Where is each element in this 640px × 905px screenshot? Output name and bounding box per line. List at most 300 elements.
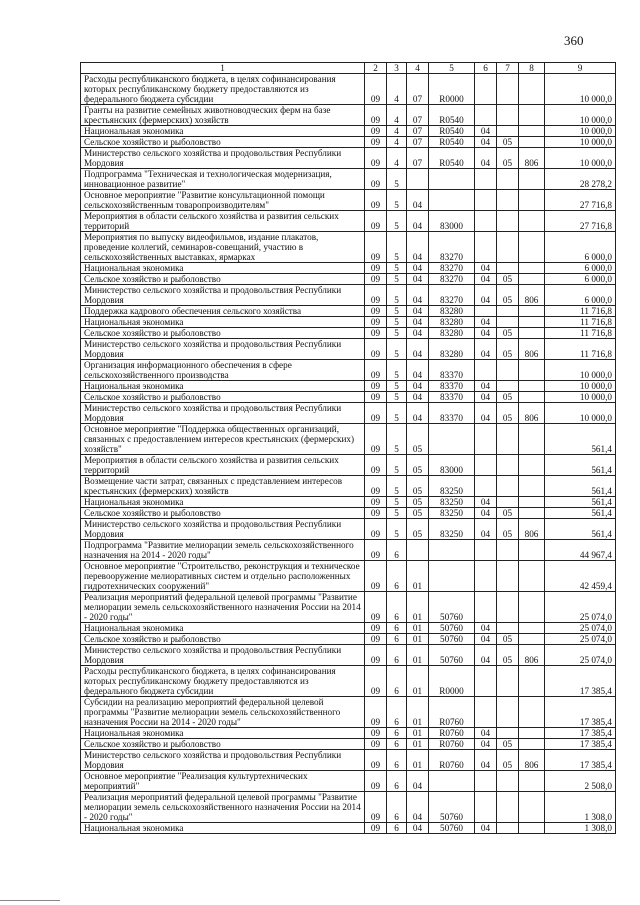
row-code-cell-c5: 83370 <box>429 392 475 403</box>
row-code-cell-c3: 5 <box>387 169 407 190</box>
row-code-cell-c5: 83270 <box>429 274 475 285</box>
row-code-cell-c4: 01 <box>407 634 429 645</box>
row-code-cell-c3: 5 <box>387 339 407 360</box>
row-code-cell-c2: 09 <box>365 424 387 455</box>
row-amount-cell: 561,4 <box>545 424 616 455</box>
row-code-cell-c6: 04 <box>475 285 497 306</box>
table-row <box>81 697 616 728</box>
row-code-cell-c8 <box>519 137 545 148</box>
row-name-cell: Мероприятия в области сельского хозяйства и развития сельских территорий <box>81 455 365 476</box>
row-code-cell-c2: 09 <box>365 285 387 306</box>
row-code-cell-c2: 09 <box>365 455 387 476</box>
row-code-cell-c6 <box>475 74 497 105</box>
row-code-cell-c5: 83370 <box>429 403 475 424</box>
row-code-cell-c4: 01 <box>407 697 429 728</box>
row-code-cell-c7 <box>497 360 519 381</box>
row-code-cell-c7 <box>497 728 519 739</box>
row-amount-cell: 6 000,0 <box>545 274 616 285</box>
row-amount-cell: 561,4 <box>545 508 616 519</box>
row-amount-cell: 17 385,4 <box>545 739 616 750</box>
table-row <box>81 317 616 328</box>
row-code-cell-c8: 806 <box>519 339 545 360</box>
row-name-cell: Сельское хозяйство и рыболовство <box>81 739 365 750</box>
row-code-cell-c7: 05 <box>497 634 519 645</box>
row-code-cell-c4: 01 <box>407 739 429 750</box>
row-code-cell-c7 <box>497 455 519 476</box>
row-name-cell: Сельское хозяйство и рыболовство <box>81 392 365 403</box>
row-code-cell-c4: 04 <box>407 792 429 823</box>
row-name-cell: Подпрограмма "Техническая и технологическая модернизация, инновационное развитие" <box>81 169 365 190</box>
row-code-cell-c4: 05 <box>407 455 429 476</box>
row-name-cell: Сельское хозяйство и рыболовство <box>81 634 365 645</box>
table-row <box>81 285 616 306</box>
row-code-cell-c2: 09 <box>365 666 387 697</box>
row-code-cell-c7 <box>497 666 519 697</box>
table-row <box>81 339 616 360</box>
row-code-cell-c2: 09 <box>365 381 387 392</box>
row-code-cell-c4: 04 <box>407 771 429 792</box>
row-code-cell-c2: 09 <box>365 592 387 623</box>
row-code-cell-c8 <box>519 263 545 274</box>
row-code-cell-c6 <box>475 424 497 455</box>
row-code-cell-c2: 09 <box>365 317 387 328</box>
row-amount-cell: 11 716,8 <box>545 339 616 360</box>
row-code-cell-c5: 83250 <box>429 497 475 508</box>
row-code-cell-c4: 07 <box>407 126 429 137</box>
row-code-cell-c4: 05 <box>407 508 429 519</box>
row-code-cell-c5: 83280 <box>429 328 475 339</box>
row-code-cell-c8 <box>519 792 545 823</box>
row-code-cell-c5: R0540 <box>429 137 475 148</box>
row-code-cell-c5: R0540 <box>429 126 475 137</box>
row-code-cell-c5: 83000 <box>429 211 475 232</box>
row-code-cell-c8 <box>519 497 545 508</box>
row-code-cell-c2: 09 <box>365 232 387 263</box>
row-code-cell-c6: 04 <box>475 750 497 771</box>
row-code-cell-c2: 09 <box>365 823 387 834</box>
row-code-cell-c2: 09 <box>365 519 387 540</box>
row-code-cell-c4: 04 <box>407 211 429 232</box>
row-code-cell-c7 <box>497 105 519 126</box>
row-code-cell-c5 <box>429 424 475 455</box>
row-name-cell: Субсидии на реализацию мероприятий федеральной целевой программы "Развитие мелиорации земель сельскохозяйственного назначения России на 2014 - 2020 годы" <box>81 697 365 728</box>
row-amount-cell: 25 074,0 <box>545 592 616 623</box>
row-code-cell-c6 <box>475 592 497 623</box>
row-code-cell-c8 <box>519 126 545 137</box>
row-amount-cell: 44 967,4 <box>545 540 616 561</box>
header-col-8: 8 <box>519 63 545 74</box>
row-code-cell-c5: 83280 <box>429 306 475 317</box>
row-amount-cell: 11 716,8 <box>545 317 616 328</box>
row-code-cell-c3: 5 <box>387 519 407 540</box>
row-code-cell-c3: 5 <box>387 403 407 424</box>
row-code-cell-c6: 04 <box>475 148 497 169</box>
table-row <box>81 232 616 263</box>
row-code-cell-c2: 09 <box>365 74 387 105</box>
row-amount-cell: 17 385,4 <box>545 666 616 697</box>
row-code-cell-c8: 806 <box>519 403 545 424</box>
row-amount-cell: 10 000,0 <box>545 403 616 424</box>
row-code-cell-c7: 05 <box>497 339 519 360</box>
row-code-cell-c8: 806 <box>519 148 545 169</box>
table-row <box>81 424 616 455</box>
table-row <box>81 455 616 476</box>
table-row <box>81 263 616 274</box>
row-code-cell-c5: R0000 <box>429 74 475 105</box>
row-code-cell-c8 <box>519 561 545 592</box>
row-code-cell-c8 <box>519 232 545 263</box>
row-name-cell: Расходы республиканского бюджета, в целях софинансирования которых республиканскому бюджету предоставляются из федерального бюджета субсидии <box>81 74 365 105</box>
row-code-cell-c7 <box>497 561 519 592</box>
row-code-cell-c8: 806 <box>519 750 545 771</box>
row-code-cell-c5 <box>429 771 475 792</box>
row-code-cell-c5 <box>429 169 475 190</box>
row-code-cell-c8 <box>519 771 545 792</box>
row-code-cell-c2: 09 <box>365 476 387 497</box>
row-code-cell-c3: 5 <box>387 232 407 263</box>
row-code-cell-c6: 04 <box>475 508 497 519</box>
row-amount-cell: 561,4 <box>545 455 616 476</box>
row-code-cell-c6 <box>475 771 497 792</box>
row-code-cell-c5: R0000 <box>429 666 475 697</box>
row-code-cell-c3: 5 <box>387 497 407 508</box>
row-code-cell-c8 <box>519 424 545 455</box>
row-code-cell-c8 <box>519 317 545 328</box>
row-name-cell: Национальная экономика <box>81 497 365 508</box>
row-code-cell-c2: 09 <box>365 739 387 750</box>
row-code-cell-c8 <box>519 211 545 232</box>
row-code-cell-c6: 04 <box>475 126 497 137</box>
row-code-cell-c4: 05 <box>407 519 429 540</box>
header-col-4: 4 <box>407 63 429 74</box>
table-row <box>81 645 616 666</box>
row-name-cell: Подпрограмма "Развитие мелиорации земель сельскохозяйственного назначения на 2014 - 2020 годы" <box>81 540 365 561</box>
row-code-cell-c8 <box>519 739 545 750</box>
row-code-cell-c6: 04 <box>475 381 497 392</box>
row-name-cell: Гранты на развитие семейных животноводческих ферм на базе крестьянских (фермерских) хозяйств <box>81 105 365 126</box>
row-code-cell-c8 <box>519 634 545 645</box>
row-code-cell-c5: R0540 <box>429 105 475 126</box>
row-code-cell-c6: 04 <box>475 392 497 403</box>
row-amount-cell: 10 000,0 <box>545 74 616 105</box>
row-code-cell-c5: R0760 <box>429 728 475 739</box>
row-code-cell-c2: 09 <box>365 561 387 592</box>
row-code-cell-c3: 5 <box>387 381 407 392</box>
row-code-cell-c4: 04 <box>407 360 429 381</box>
row-code-cell-c4: 04 <box>407 823 429 834</box>
table-row <box>81 74 616 105</box>
table-row <box>81 540 616 561</box>
row-code-cell-c7 <box>497 190 519 211</box>
row-code-cell-c6 <box>475 105 497 126</box>
table-body <box>81 74 616 834</box>
row-name-cell: Мероприятия в области сельского хозяйства и развития сельских территорий <box>81 211 365 232</box>
row-code-cell-c6: 04 <box>475 274 497 285</box>
row-name-cell: Национальная экономика <box>81 623 365 634</box>
row-code-cell-c6: 04 <box>475 645 497 666</box>
row-amount-cell: 10 000,0 <box>545 360 616 381</box>
row-code-cell-c6: 04 <box>475 263 497 274</box>
row-code-cell-c4: 07 <box>407 137 429 148</box>
row-code-cell-c4 <box>407 169 429 190</box>
row-code-cell-c4: 04 <box>407 263 429 274</box>
row-name-cell: Сельское хозяйство и рыболовство <box>81 274 365 285</box>
row-code-cell-c8 <box>519 823 545 834</box>
row-code-cell-c6: 04 <box>475 823 497 834</box>
table-row <box>81 476 616 497</box>
row-code-cell-c7 <box>497 497 519 508</box>
row-code-cell-c4: 04 <box>407 339 429 360</box>
table-row <box>81 137 616 148</box>
row-code-cell-c4: 04 <box>407 403 429 424</box>
row-code-cell-c3: 5 <box>387 508 407 519</box>
row-code-cell-c6: 04 <box>475 519 497 540</box>
row-code-cell-c5: 83270 <box>429 263 475 274</box>
row-code-cell-c5: 83280 <box>429 339 475 360</box>
row-code-cell-c7 <box>497 232 519 263</box>
row-amount-cell: 561,4 <box>545 519 616 540</box>
row-code-cell-c4: 04 <box>407 285 429 306</box>
row-name-cell: Возмещение части затрат, связанных с представлением интересов крестьянских (фермерских) хозяйств <box>81 476 365 497</box>
row-code-cell-c7 <box>497 771 519 792</box>
row-name-cell: Министерство сельского хозяйства и продовольствия Республики Мордовия <box>81 645 365 666</box>
row-code-cell-c7: 05 <box>497 137 519 148</box>
row-code-cell-c2: 09 <box>365 634 387 645</box>
row-code-cell-c3: 6 <box>387 697 407 728</box>
row-code-cell-c2: 09 <box>365 540 387 561</box>
row-code-cell-c7: 05 <box>497 285 519 306</box>
row-code-cell-c2: 09 <box>365 623 387 634</box>
row-code-cell-c8 <box>519 697 545 728</box>
table-row <box>81 823 616 834</box>
row-amount-cell: 10 000,0 <box>545 126 616 137</box>
row-code-cell-c4: 04 <box>407 232 429 263</box>
row-code-cell-c2: 09 <box>365 211 387 232</box>
row-amount-cell: 561,4 <box>545 476 616 497</box>
row-code-cell-c5: R0760 <box>429 750 475 771</box>
row-code-cell-c6: 04 <box>475 623 497 634</box>
row-code-cell-c6 <box>475 455 497 476</box>
row-code-cell-c2: 09 <box>365 190 387 211</box>
row-code-cell-c6: 04 <box>475 634 497 645</box>
row-code-cell-c7: 05 <box>497 274 519 285</box>
row-name-cell: Национальная экономика <box>81 126 365 137</box>
row-code-cell-c3: 6 <box>387 739 407 750</box>
header-col-6: 6 <box>475 63 497 74</box>
row-code-cell-c7 <box>497 306 519 317</box>
row-code-cell-c7 <box>497 697 519 728</box>
row-code-cell-c5: R0760 <box>429 697 475 728</box>
row-code-cell-c6 <box>475 792 497 823</box>
row-code-cell-c5: 83270 <box>429 285 475 306</box>
budget-table <box>80 62 616 834</box>
row-name-cell: Основное мероприятие "Строительство, реконструкция и техническое перевооружение мелиоративных систем и отдельно расположенных гидротехнических сооружений" <box>81 561 365 592</box>
row-amount-cell: 6 000,0 <box>545 232 616 263</box>
row-name-cell: Основное мероприятие "Реализация культуртехнических мероприятий" <box>81 771 365 792</box>
row-name-cell: Основное мероприятие "Развитие консультационной помощи сельскохозяйственным товаропроизводителям" <box>81 190 365 211</box>
row-code-cell-c7 <box>497 823 519 834</box>
row-code-cell-c4: 07 <box>407 74 429 105</box>
row-code-cell-c4: 05 <box>407 497 429 508</box>
row-code-cell-c7 <box>497 317 519 328</box>
header-col-9: 9 <box>545 63 616 74</box>
row-code-cell-c8: 806 <box>519 285 545 306</box>
row-amount-cell: 25 074,0 <box>545 623 616 634</box>
row-code-cell-c2: 09 <box>365 728 387 739</box>
table-row <box>81 148 616 169</box>
table-row <box>81 392 616 403</box>
row-code-cell-c8 <box>519 381 545 392</box>
row-code-cell-c3: 6 <box>387 645 407 666</box>
row-code-cell-c6 <box>475 232 497 263</box>
row-code-cell-c2: 09 <box>365 392 387 403</box>
row-code-cell-c3: 5 <box>387 263 407 274</box>
row-code-cell-c2: 09 <box>365 328 387 339</box>
row-code-cell-c8 <box>519 392 545 403</box>
row-code-cell-c3: 5 <box>387 285 407 306</box>
row-code-cell-c7: 05 <box>497 750 519 771</box>
row-amount-cell: 17 385,4 <box>545 750 616 771</box>
row-code-cell-c7 <box>497 381 519 392</box>
row-name-cell: Национальная экономика <box>81 823 365 834</box>
table-row <box>81 508 616 519</box>
row-code-cell-c5: 50760 <box>429 634 475 645</box>
row-code-cell-c7 <box>497 126 519 137</box>
row-code-cell-c5: 83280 <box>429 317 475 328</box>
row-code-cell-c7: 05 <box>497 403 519 424</box>
row-code-cell-c8 <box>519 540 545 561</box>
table-row <box>81 519 616 540</box>
row-code-cell-c8: 806 <box>519 519 545 540</box>
header-col-3: 3 <box>387 63 407 74</box>
table-row <box>81 381 616 392</box>
table-row <box>81 105 616 126</box>
row-amount-cell: 25 074,0 <box>545 645 616 666</box>
row-code-cell-c7: 05 <box>497 148 519 169</box>
row-code-cell-c6: 04 <box>475 739 497 750</box>
row-code-cell-c6: 04 <box>475 728 497 739</box>
row-code-cell-c2: 09 <box>365 508 387 519</box>
row-amount-cell: 6 000,0 <box>545 285 616 306</box>
row-code-cell-c3: 4 <box>387 105 407 126</box>
row-amount-cell: 10 000,0 <box>545 137 616 148</box>
row-amount-cell: 1 308,0 <box>545 823 616 834</box>
row-code-cell-c3: 5 <box>387 328 407 339</box>
row-code-cell-c8 <box>519 274 545 285</box>
row-code-cell-c6 <box>475 666 497 697</box>
table-row <box>81 328 616 339</box>
row-name-cell: Национальная экономика <box>81 317 365 328</box>
table-row <box>81 666 616 697</box>
row-code-cell-c8 <box>519 508 545 519</box>
row-code-cell-c4: 04 <box>407 306 429 317</box>
row-code-cell-c5: 50760 <box>429 623 475 634</box>
row-code-cell-c2: 09 <box>365 126 387 137</box>
row-code-cell-c3: 4 <box>387 148 407 169</box>
row-code-cell-c5: R0540 <box>429 148 475 169</box>
row-code-cell-c6: 04 <box>475 328 497 339</box>
row-code-cell-c3: 6 <box>387 666 407 697</box>
table-row <box>81 561 616 592</box>
row-name-cell: Министерство сельского хозяйства и продовольствия Республики Мордовия <box>81 285 365 306</box>
row-code-cell-c5: 50760 <box>429 792 475 823</box>
row-code-cell-c6: 04 <box>475 317 497 328</box>
row-amount-cell: 1 308,0 <box>545 792 616 823</box>
row-code-cell-c5: 83370 <box>429 360 475 381</box>
row-code-cell-c4: 07 <box>407 105 429 126</box>
row-code-cell-c8 <box>519 476 545 497</box>
row-code-cell-c7: 05 <box>497 392 519 403</box>
row-code-cell-c4 <box>407 540 429 561</box>
row-code-cell-c7: 05 <box>497 519 519 540</box>
table-row <box>81 274 616 285</box>
row-name-cell: Министерство сельского хозяйства и продовольствия Республики Мордовия <box>81 403 365 424</box>
row-amount-cell: 42 459,4 <box>545 561 616 592</box>
row-code-cell-c7: 05 <box>497 645 519 666</box>
row-name-cell: Сельское хозяйство и рыболовство <box>81 328 365 339</box>
row-code-cell-c6 <box>475 360 497 381</box>
row-code-cell-c3: 5 <box>387 211 407 232</box>
table-row <box>81 792 616 823</box>
row-code-cell-c2: 09 <box>365 169 387 190</box>
row-code-cell-c5: 83250 <box>429 519 475 540</box>
header-col-2: 2 <box>365 63 387 74</box>
table-header-row <box>81 63 616 74</box>
table-row <box>81 169 616 190</box>
row-code-cell-c4: 04 <box>407 317 429 328</box>
row-code-cell-c7 <box>497 169 519 190</box>
row-code-cell-c5 <box>429 190 475 211</box>
row-code-cell-c5: 50760 <box>429 645 475 666</box>
table-row <box>81 126 616 137</box>
row-code-cell-c2: 09 <box>365 339 387 360</box>
row-name-cell: Основное мероприятие "Поддержка общественных организаций, связанных с предоставлением интересов крестьянских (фермерских) хозяйств" <box>81 424 365 455</box>
row-code-cell-c6 <box>475 540 497 561</box>
row-code-cell-c2: 09 <box>365 274 387 285</box>
row-code-cell-c8 <box>519 728 545 739</box>
row-code-cell-c4: 05 <box>407 424 429 455</box>
row-amount-cell: 10 000,0 <box>545 381 616 392</box>
row-code-cell-c3: 5 <box>387 392 407 403</box>
header-col-1: 1 <box>81 63 365 74</box>
row-code-cell-c3: 5 <box>387 455 407 476</box>
row-code-cell-c7: 05 <box>497 508 519 519</box>
row-code-cell-c3: 5 <box>387 360 407 381</box>
table-row <box>81 360 616 381</box>
row-amount-cell: 11 716,8 <box>545 328 616 339</box>
row-code-cell-c7: 05 <box>497 739 519 750</box>
row-code-cell-c8 <box>519 190 545 211</box>
table-row <box>81 190 616 211</box>
row-code-cell-c4: 04 <box>407 190 429 211</box>
row-code-cell-c4: 04 <box>407 328 429 339</box>
row-name-cell: Национальная экономика <box>81 263 365 274</box>
row-code-cell-c5: 83000 <box>429 455 475 476</box>
row-code-cell-c3: 6 <box>387 823 407 834</box>
row-code-cell-c2: 09 <box>365 105 387 126</box>
row-code-cell-c8 <box>519 328 545 339</box>
table-row <box>81 728 616 739</box>
row-code-cell-c2: 09 <box>365 750 387 771</box>
row-code-cell-c4: 01 <box>407 750 429 771</box>
row-code-cell-c2: 09 <box>365 306 387 317</box>
row-name-cell: Реализация мероприятий федеральной целевой программы "Развитие мелиорации земель сельскохозяйственного назначения России на 2014 - 2020 годы" <box>81 792 365 823</box>
row-code-cell-c2: 09 <box>365 137 387 148</box>
row-name-cell: Министерство сельского хозяйства и продовольствия Республики Мордовия <box>81 339 365 360</box>
row-code-cell-c5: 83270 <box>429 232 475 263</box>
row-code-cell-c3: 4 <box>387 126 407 137</box>
row-name-cell: Реализация мероприятий федеральной целевой программы "Развитие мелиорации земель сельскохозяйственного назначения России на 2014 - 2020 годы" <box>81 592 365 623</box>
